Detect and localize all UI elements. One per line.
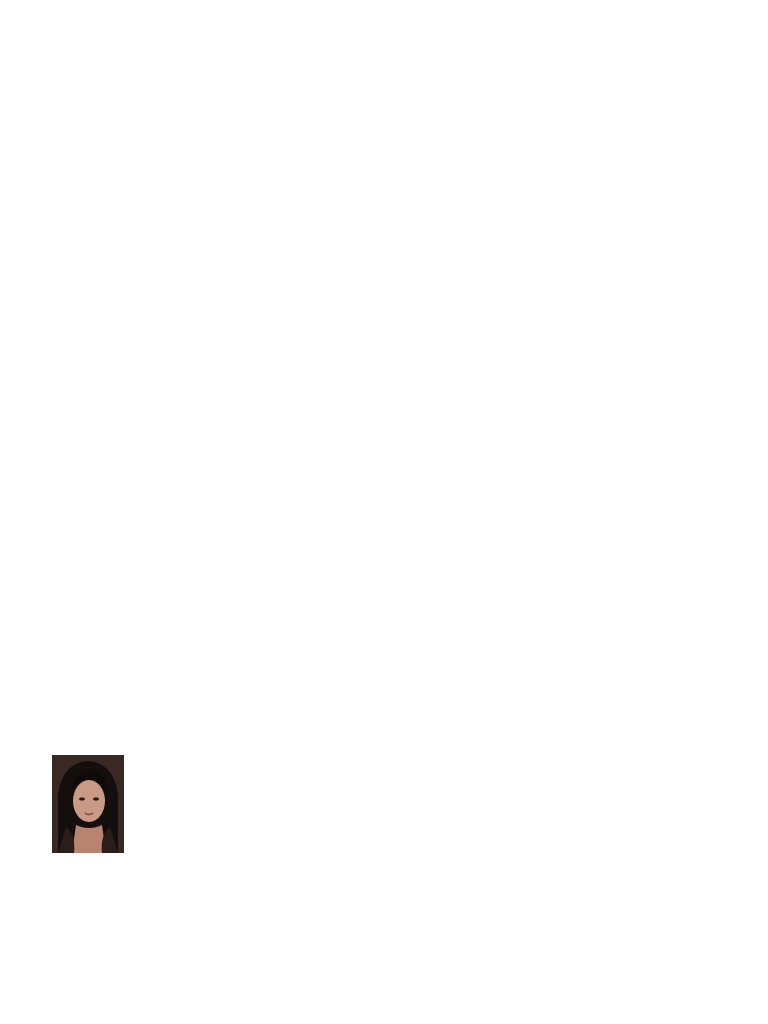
post-104 (0, 390, 768, 660)
post-content (334, 738, 734, 778)
avatar-portrait-image (52, 755, 124, 853)
avatar[interactable] (52, 755, 124, 853)
post-105 (0, 696, 768, 986)
post-content (334, 431, 734, 511)
